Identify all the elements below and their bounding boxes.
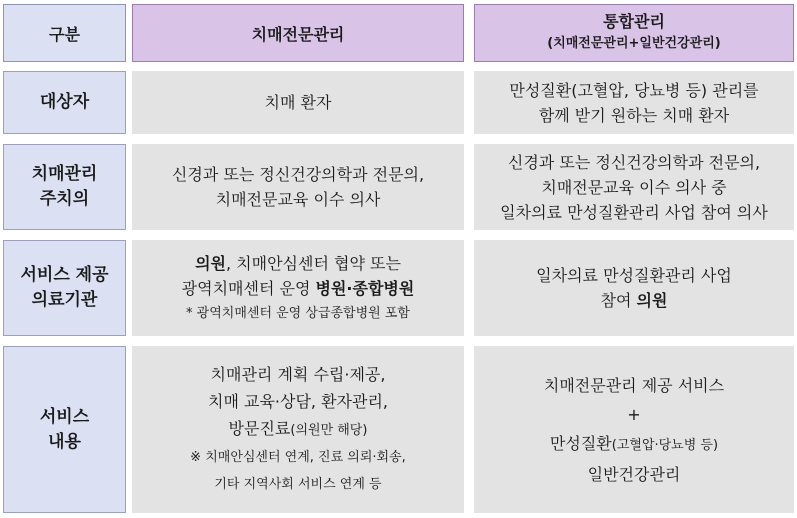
services-dementia-care <box>132 346 464 513</box>
header-dementia-care <box>132 4 464 62</box>
row-label-text: 내용 <box>48 431 81 452</box>
cell-text: 치매 교육·상담, 환자관리, <box>208 392 388 411</box>
header-category <box>3 4 126 62</box>
cell-text: 방문진료 <box>228 419 291 438</box>
row-label-text: 서비스 <box>39 406 90 427</box>
cell-text: , 치매안심센터 협약 또는 <box>226 253 401 273</box>
cell-text <box>550 429 718 460</box>
row-label-text: 대상자 <box>39 92 90 112</box>
cell-text: 신경과 또는 정신건강의학과 전문의, <box>507 152 761 172</box>
cell-text <box>601 288 668 313</box>
cell-text: 일차의료 만성질환관리 사업 참여 의사 <box>500 202 768 222</box>
row-label-text: 서비스 제공 <box>20 265 109 285</box>
row-label-text: 의료기관 <box>31 290 98 310</box>
header-category-label: 구분 <box>49 24 80 44</box>
cell-note: (의원만 해당) <box>290 423 368 438</box>
header-integrated-care <box>474 4 794 62</box>
cell-text: 치매전문관리 제공 서비스 <box>543 375 725 395</box>
physician-dementia-care <box>132 144 464 230</box>
cell-text: 광역치매센터 운영 <box>181 278 316 298</box>
services-integrated-care <box>474 346 794 513</box>
header-dementia-care-label: 치매전문관리 <box>251 24 345 44</box>
provider-dementia-care <box>132 240 464 336</box>
cell-text: 치매전문교육 이수 의사 중 <box>541 177 727 197</box>
cell-text: 함께 받기 원하는 치매 환자 <box>538 105 730 125</box>
cell-text <box>182 276 415 301</box>
row-label-text: 주치의 <box>39 189 90 209</box>
cell-text: 참여 <box>600 291 637 310</box>
cell-text <box>229 415 368 444</box>
row-label-target <box>3 71 126 134</box>
row-label-physician <box>3 144 126 230</box>
cell-text: 치매전문교육 이수 의사 <box>215 190 381 209</box>
cell-text: 치매관리 계획 수립·제공, <box>210 365 386 384</box>
footnote: ※ 치매안심센터 연계, 진료 의뢰·회송, <box>190 450 406 465</box>
target-integrated-care <box>474 71 794 134</box>
cell-text: 신경과 또는 정신건강의학과 전문의, <box>171 165 425 184</box>
bold-text: 의원 <box>195 253 226 273</box>
row-label-services <box>3 346 126 513</box>
row-label-provider <box>3 240 126 336</box>
cell-text <box>195 251 401 276</box>
cell-text: 일반건강관리 <box>587 464 681 484</box>
cell-text: 만성질환(고혈압, 당뇨병 등) 관리를 <box>509 80 759 100</box>
cell-text: 일차의료 만성질환관리 사업 <box>536 266 732 285</box>
cell-note: (고혈압·당뇨병 등) <box>611 437 719 453</box>
target-dementia-care <box>132 71 464 134</box>
header-integrated-care-subtitle: (치매전문관리+일반건강관리) <box>547 36 721 51</box>
header-integrated-care-title: 통합관리 <box>603 12 665 31</box>
footnote: * 광역치매센터 운영 상급종합병원 포함 <box>186 305 410 321</box>
plus-sign: + <box>627 404 641 424</box>
bold-text: 의원 <box>636 291 668 310</box>
bold-text: 병원·종합병원 <box>315 278 415 298</box>
footnote: 기타 지역사회 서비스 연계 등 <box>214 477 382 492</box>
physician-integrated-care <box>474 144 794 230</box>
row-label-text: 치매관리 <box>31 164 98 184</box>
provider-integrated-care <box>474 240 794 336</box>
cell-text: 만성질환 <box>549 433 612 453</box>
cell-text: 치매 환자 <box>264 93 332 112</box>
